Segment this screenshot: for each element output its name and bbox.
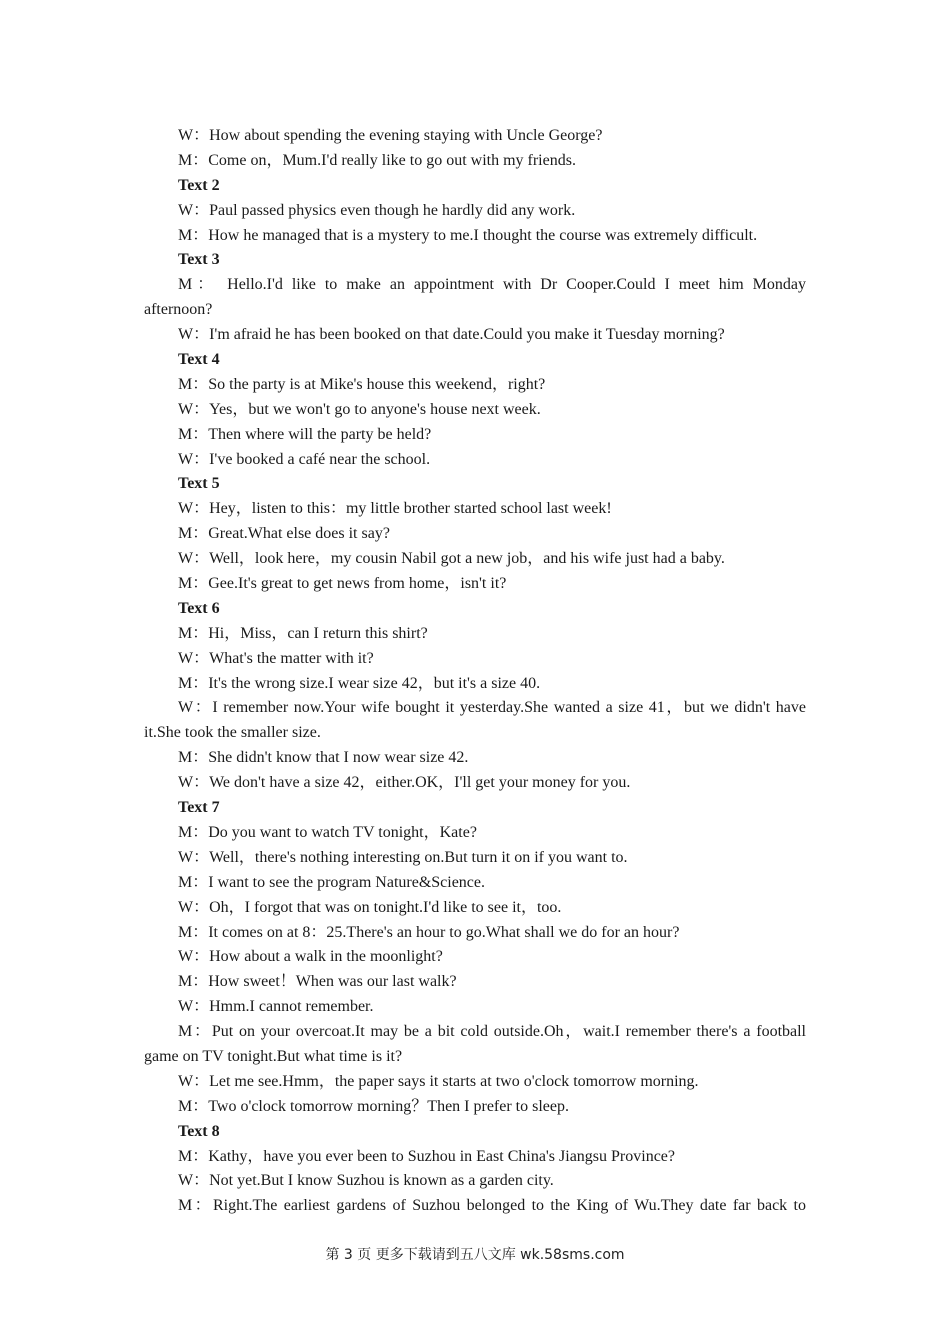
- dialogue-line: M：Great.What else does it say?: [178, 525, 390, 543]
- dialogue-line: M：She didn't know that I now wear size 42.: [178, 749, 469, 767]
- dialogue-line: W：We don't have a size 42，either.OK，I'll get your money for you.: [178, 774, 631, 792]
- dialogue-line: W：Well，there's nothing interesting on.But turn it on if you want to.: [178, 848, 628, 866]
- section-heading: Text 8: [178, 1122, 220, 1140]
- dialogue-line: M：It's the wrong size.I wear size 42，but it's a size 40.: [178, 674, 541, 692]
- dialogue-line: afternoon?: [144, 301, 213, 319]
- dialogue-line: M：How sweet！When was our last walk?: [178, 973, 457, 991]
- dialogue-line: M：It comes on at 8：25.There's an hour to go.What shall we do for an hour?: [178, 923, 680, 941]
- dialogue-line: W：How about spending the evening staying with Uncle George?: [178, 127, 603, 144]
- dialogue-line: M：Hi，Miss，can I return this shirt?: [178, 624, 428, 642]
- dialogue-line: M：Gee.It's great to get news from home，isn't it?: [178, 575, 507, 593]
- page-footer: 第 3 页 更多下载请到五八文库 wk.58sms.com: [325, 1247, 625, 1263]
- dialogue-line: W：Let me see.Hmm，the paper says it starts at two o'clock tomorrow morning.: [178, 1072, 699, 1090]
- dialogue-line: M：Come on，Mum.I'd really like to go out with my friends.: [178, 151, 576, 169]
- section-heading: Text 6: [178, 599, 220, 617]
- dialogue-line: game on TV tonight.But what time is it?: [144, 1047, 403, 1065]
- dialogue-line: W：How about a walk in the moonlight?: [178, 948, 443, 966]
- dialogue-line: W：I'm afraid he has been booked on that date.Could you make it Tuesday morning?: [178, 326, 725, 344]
- section-heading: Text 4: [178, 351, 220, 369]
- dialogue-line: W：Oh，I forgot that was on tonight.I'd like to see it，too.: [178, 898, 562, 916]
- dialogue-line: M：How he managed that is a mystery to me.I thought the course was extremely difficult.: [178, 226, 758, 244]
- dialogue-line: M：I want to see the program Nature&Science.: [178, 873, 486, 891]
- dialogue-line: W：Paul passed physics even though he hardly did any work.: [178, 201, 576, 219]
- dialogue-line: M：Put on your overcoat.It may be a bit cold outside.Oh，wait.I remember there's a football: [178, 1023, 806, 1041]
- dialogue-line: W：I've booked a café near the school.: [178, 450, 431, 468]
- dialogue-line: M：Two o'clock tomorrow morning？Then I prefer to sleep.: [178, 1097, 570, 1115]
- section-heading: Text 2: [178, 176, 220, 194]
- dialogue-line: W：Not yet.But I know Suzhou is known as a garden city.: [178, 1172, 554, 1190]
- dialogue-line: W：I remember now.Your wife bought it yesterday.She wanted a size 41，but we didn't have: [178, 699, 806, 717]
- dialogue-line: W：Hmm.I cannot remember.: [178, 998, 374, 1016]
- section-heading: Text 7: [178, 799, 220, 817]
- dialogue-line: W：What's the matter with it?: [178, 649, 374, 667]
- dialogue-line: W：Yes，but we won't go to anyone's house next week.: [178, 400, 541, 418]
- dialogue-line: M：Do you want to watch TV tonight，Kate?: [178, 823, 477, 841]
- section-heading: Text 3: [178, 251, 220, 269]
- dialogue-line: M：Right.The earliest gardens of Suzhou belonged to the King of Wu.They date far back to: [178, 1197, 806, 1215]
- dialogue-line: M：Kathy，have you ever been to Suzhou in East China's Jiangsu Province?: [178, 1147, 676, 1165]
- dialogue-line: it.She took the smaller size.: [144, 724, 321, 742]
- dialogue-line: M： Hello.I'd like to make an appointment with Dr Cooper.Could I meet him Monday: [178, 276, 806, 294]
- dialogue-line: M：Then where will the party be held?: [178, 425, 432, 443]
- section-heading: Text 5: [178, 475, 220, 493]
- dialogue-line: W：Hey，listen to this：my little brother started school last week!: [178, 500, 612, 518]
- dialogue-line: W：Well，look here，my cousin Nabil got a new job，and his wife just had a baby.: [178, 550, 725, 568]
- dialogue-line: M：So the party is at Mike's house this weekend，right?: [178, 375, 546, 393]
- transcript-body: [144, 124, 806, 1219]
